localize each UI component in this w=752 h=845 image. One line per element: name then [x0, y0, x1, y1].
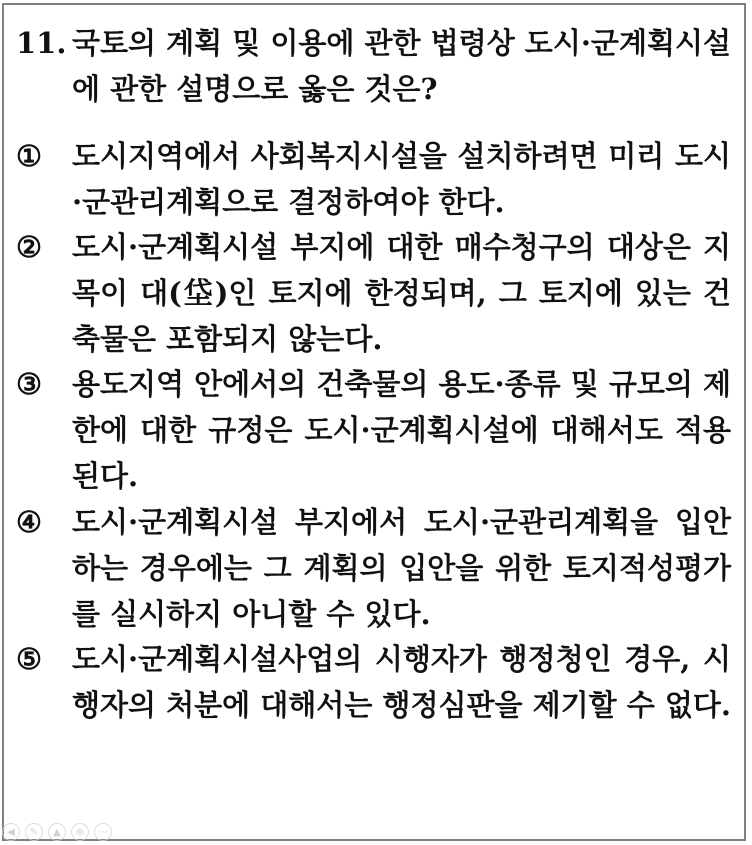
answer-option-1[interactable]	[16, 133, 731, 225]
question-slide	[2, 3, 746, 841]
pen-icon[interactable]: ✎	[25, 823, 43, 841]
option-marker: ①	[16, 139, 42, 173]
answer-option-3[interactable]	[16, 361, 731, 499]
more-icon[interactable]: ⋯	[94, 823, 112, 841]
option-text: 도시·군계획시설 부지에서 도시·군관리계획을 입안하는 경우에는 그 계획의 입안을 위한 토지적성평가를 실시하지 아니할 수 있다.	[72, 505, 731, 631]
option-text: 도시·군계획시설사업의 시행자가 행정청인 경우, 시행자의 처분에 대해서는 행정심판을 제기할 수 없다.	[72, 642, 731, 722]
answer-option-5[interactable]	[16, 636, 731, 728]
option-text: 도시지역에서 사회복지시설을 설치하려면 미리 도시·군관리계획으로 결정하여야 한다.	[72, 139, 731, 219]
question-text: 국토의 계획 및 이용에 관한 법령상 도시·군계획시설에 관한 설명으로 옳은 것은?	[72, 26, 731, 106]
option-text: 용도지역 안에서의 건축물의 용도·종류 및 규모의 제한에 대한 규정은 도시·군계획시설에 대해서도 적용된다.	[72, 367, 731, 493]
option-marker: ⑤	[16, 642, 42, 676]
zoom-icon[interactable]: ⊕	[71, 823, 89, 841]
highlighter-icon[interactable]: ▲	[48, 823, 66, 841]
answer-option-2[interactable]	[16, 224, 731, 362]
presentation-toolbar	[2, 823, 112, 843]
arrow-icon[interactable]: ◀	[2, 823, 20, 841]
option-text: 도시·군계획시설 부지에 대한 매수청구의 대상은 지목이 대(垈)인 토지에 한정되며, 그 토지에 있는 건축물은 포함되지 않는다.	[72, 230, 731, 356]
option-marker: ②	[16, 230, 42, 264]
answer-option-4[interactable]	[16, 499, 731, 637]
option-marker: ④	[16, 505, 42, 539]
question-stem	[16, 20, 731, 112]
option-marker: ③	[16, 367, 42, 401]
question-number: 11.	[16, 26, 67, 60]
